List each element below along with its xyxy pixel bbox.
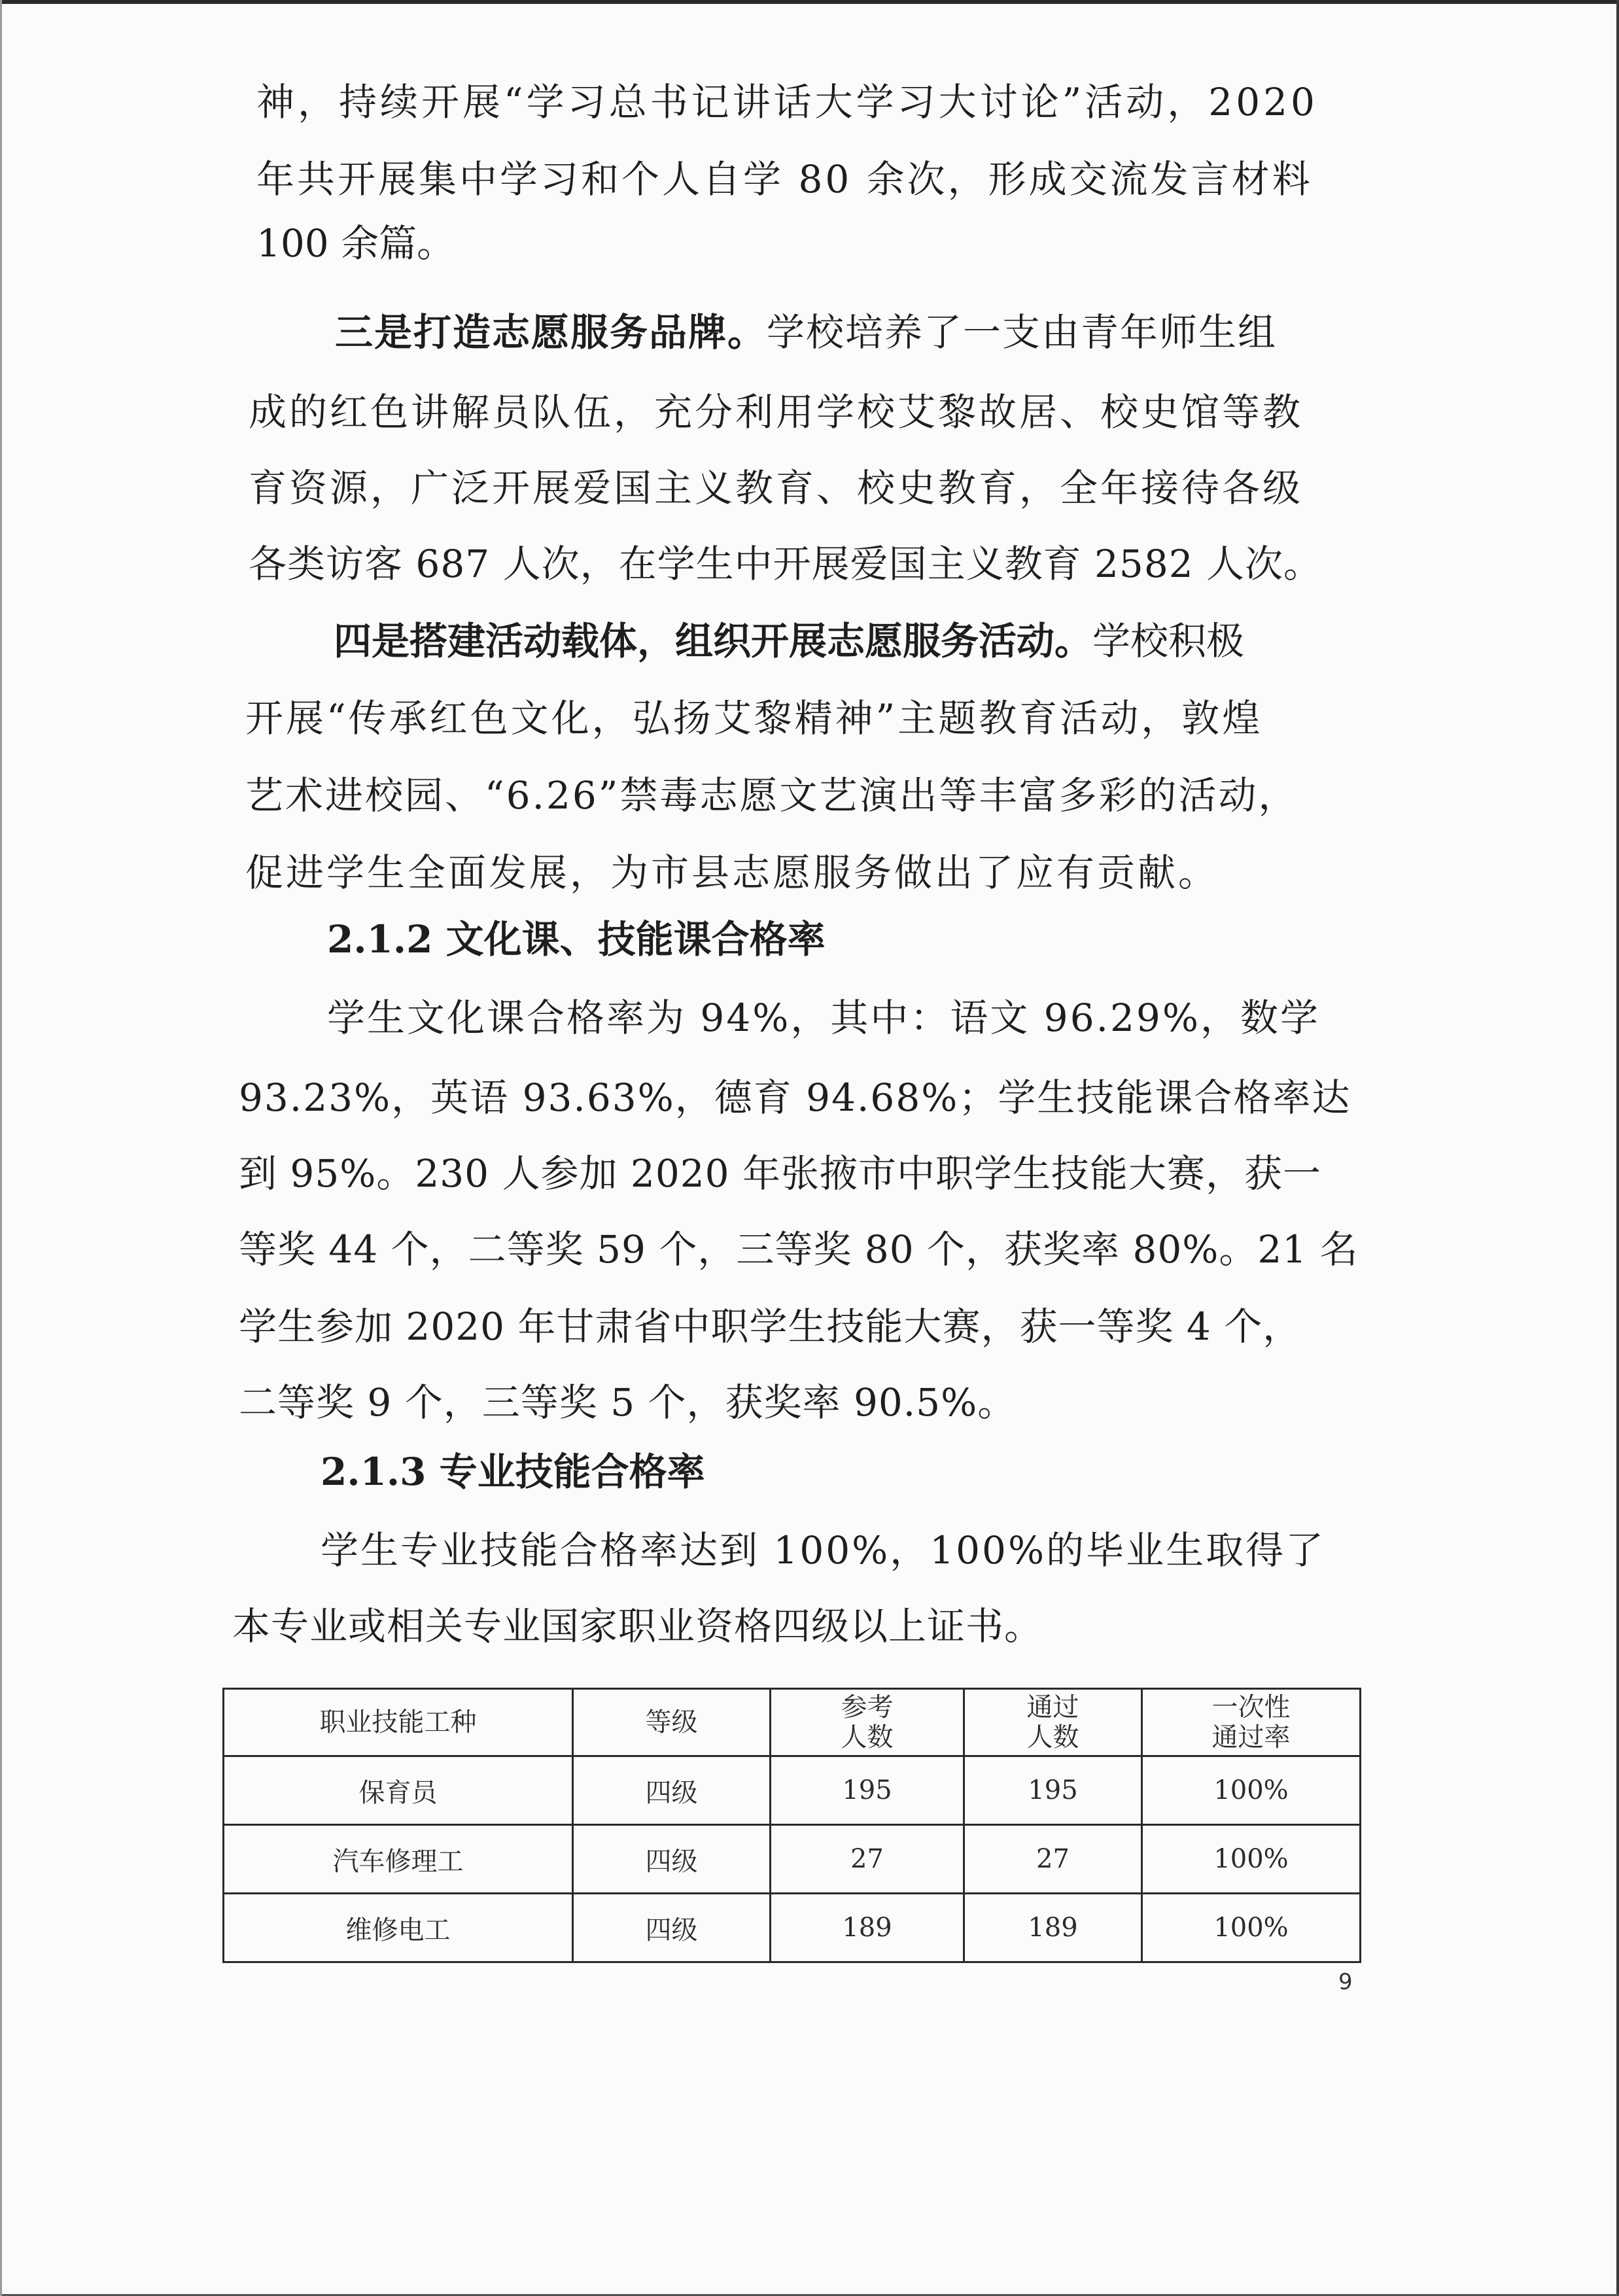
table-cell-occupation: 汽车修理工 (224, 1825, 573, 1894)
paragraph-line: 学生参加 2020 年甘肃省中职学生技能大赛，获一等奖 4 个， (239, 1304, 1302, 1349)
header-cell: 等级 (573, 1689, 771, 1756)
paragraph-line (334, 615, 1244, 667)
table-cell-occupation: 保育员 (224, 1756, 573, 1825)
paragraph-line: 93.23%，英语 93.63%，德育 94.68%；学生技能课合格率达 (239, 1075, 1351, 1120)
table-cell-pass-rate: 100% (1142, 1894, 1361, 1962)
scan-edge-left (0, 0, 2, 2296)
section-heading-2-1-3: 2.1.3 专业技能合格率 (321, 1450, 705, 1494)
page-number: 9 (1338, 1969, 1353, 1995)
certification-table-wrapper (222, 1688, 1359, 1963)
table-cell-level: 四级 (573, 1825, 771, 1894)
table-cell-participants: 195 (771, 1756, 964, 1825)
table-cell-passed: 195 (964, 1756, 1142, 1825)
paragraph-line: 成的红色讲解员队伍，充分利用学校艾黎故居、校史馆等教 (249, 390, 1304, 434)
paragraph-line: 100 余篇。 (256, 221, 455, 266)
table-cell-occupation: 维修电工 (224, 1894, 573, 1962)
header-cell: 参考 人数 (771, 1689, 964, 1756)
paragraph-line: 艺术进校园、“6.26”禁毒志愿文艺演出等丰富多彩的活动， (245, 773, 1298, 818)
paragraph-line: 各类访客 687 人次，在学生中开展爱国主义教育 2582 人次。 (249, 542, 1323, 586)
table-cell-passed: 189 (964, 1894, 1142, 1962)
paragraph-line: 学生专业技能合格率达到 100%，100%的毕业生取得了 (321, 1528, 1326, 1573)
paragraph-line: 二等奖 9 个，三等奖 5 个，获奖率 90.5%。 (239, 1380, 1017, 1425)
header-cell: 通过 人数 (964, 1689, 1142, 1756)
table-cell-passed: 27 (964, 1825, 1142, 1894)
header-cell: 一次性 通过率 (1142, 1689, 1361, 1756)
paragraph-line: 本专业或相关专业国家职业资格四级以上证书。 (232, 1604, 1043, 1648)
paragraph-line: 到 95%。230 人参加 2020 年张掖市中职学生技能大赛，获一 (239, 1151, 1321, 1196)
table-cell-pass-rate: 100% (1142, 1756, 1361, 1825)
paragraph-line: 神，持续开展“学习总书记讲话大学习大讨论”活动，2020 (256, 80, 1318, 124)
paragraph-line: 促进学生全面发展，为市县志愿服务做出了应有贡献。 (245, 850, 1219, 895)
table-row (224, 1825, 1361, 1894)
paragraph-text: 学校培养了一支由青年师生组 (767, 310, 1278, 355)
table-row (224, 1756, 1361, 1825)
section-heading-2-1-2: 2.1.2 文化课、技能课合格率 (327, 917, 826, 962)
table-cell-participants: 27 (771, 1825, 964, 1894)
paragraph-line: 等奖 44 个，二等奖 59 个，三等奖 80 个，获奖率 80%。21 名 (239, 1227, 1359, 1272)
header-cell: 职业技能工种 (224, 1689, 573, 1756)
bold-lead: 四是搭建活动载体，组织开展志愿服务活动。 (334, 619, 1093, 663)
paragraph-line: 年共开展集中学习和个人自学 80 余次，形成交流发言材料 (256, 157, 1313, 201)
table-row (224, 1894, 1361, 1962)
table-cell-pass-rate: 100% (1142, 1825, 1361, 1894)
table-header-row (224, 1689, 1361, 1756)
table-cell-participants: 189 (771, 1894, 964, 1962)
scan-edge-top (0, 0, 1619, 4)
scan-edge-right (1616, 0, 1619, 2296)
table-cell-level: 四级 (573, 1756, 771, 1825)
bold-lead: 三是打造志愿服务品牌。 (335, 310, 767, 355)
table-cell-level: 四级 (573, 1894, 771, 1962)
paragraph-text: 学校积极 (1092, 619, 1245, 663)
paragraph-line (335, 306, 1277, 358)
paragraph-line: 学生文化课合格率为 94%，其中：语文 96.29%，数学 (327, 996, 1320, 1040)
paragraph-line: 育资源，广泛开展爱国主义教育、校史教育，全年接待各级 (249, 466, 1304, 510)
certification-table (222, 1688, 1361, 1963)
paragraph-line: 开展“传承红色文化，弘扬艾黎精神”主题教育活动，敦煌 (245, 696, 1263, 740)
